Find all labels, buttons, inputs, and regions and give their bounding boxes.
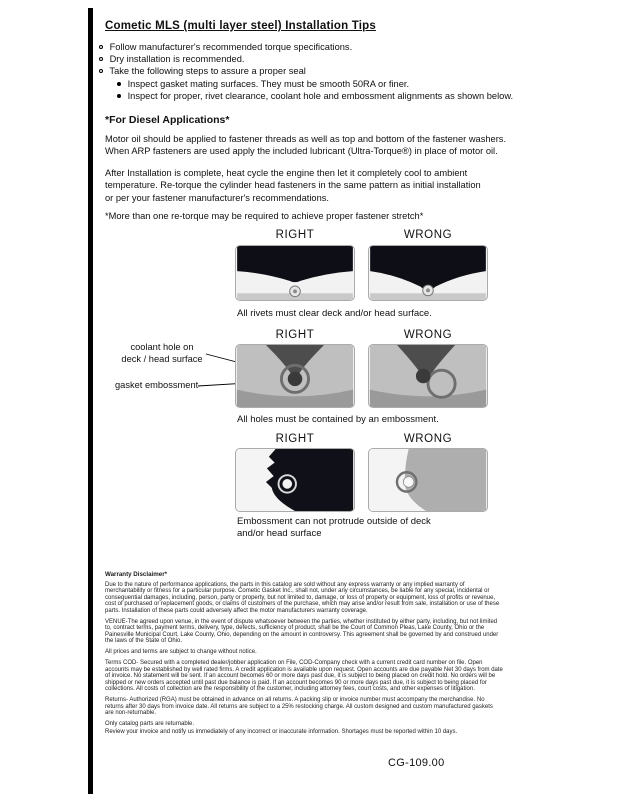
protrusion-wrong-svg — [369, 449, 487, 511]
rivet-center — [426, 288, 430, 292]
embossment-wrong-svg — [369, 345, 487, 407]
label-line: coolant hole on — [130, 342, 194, 352]
caption-line: Embossment can not protrude outside of deck — [237, 516, 431, 527]
tip-text: Take the following steps to assure a proper seal — [109, 66, 306, 76]
warranty-disclaimer-section — [105, 572, 503, 736]
paragraph-line: temperature. Re-torque the cylinder head fasteners in the same pattern as initial installation — [105, 180, 481, 191]
diesel-paragraph-2 — [105, 167, 481, 204]
paragraph-line: Motor oil should be applied to fastener threads as well as top and bottom of the fastener washers. — [105, 134, 507, 144]
rivet-wrong-svg — [369, 246, 487, 300]
right-label: RIGHT — [275, 229, 315, 241]
retorque-note: *More than one re-torque may be required to achieve proper fastener stretch* — [105, 211, 424, 221]
filled-bullet-icon — [117, 82, 121, 86]
diesel-heading: *For Diesel Applications* — [105, 114, 230, 126]
gasket-embossment-label: gasket embossment — [115, 380, 199, 390]
page-title: Cometic MLS (multi layer steel) Installation Tips — [105, 20, 376, 32]
wrong-label: WRONG — [403, 433, 453, 445]
coolant-hole — [416, 369, 431, 384]
figure-caption-3 — [237, 516, 431, 540]
paragraph-line: or per your fastener manufacturer's recommendations. — [105, 192, 329, 203]
tip-text: Inspect for proper, rivet clearance, coolant hole and embossment alignments as shown below. — [127, 91, 514, 101]
figure-protrusion-wrong-image — [368, 448, 488, 512]
figure-protrusion-right-image — [235, 448, 355, 512]
wrong-label: WRONG — [403, 329, 453, 341]
page-number: CG-109.00 — [388, 757, 445, 769]
caption-line: and/or head surface — [237, 528, 322, 539]
warranty-paragraph: Review your invoice and notify us immediately of any incorrect or inaccurate information. Shortages must be reported within 10 days. — [105, 728, 458, 735]
label-line: deck / head surface — [121, 353, 203, 364]
tip-item — [99, 42, 352, 52]
tip-subitem — [117, 79, 409, 89]
figure-rivet-wrong-image — [368, 245, 488, 301]
right-label: RIGHT — [275, 329, 315, 341]
rivet-center — [293, 289, 297, 293]
rivet-right-svg — [236, 246, 354, 300]
embossment-right-svg — [236, 345, 354, 407]
wrong-label: WRONG — [403, 229, 453, 241]
tip-text: Inspect gasket mating surfaces. They must be smooth 50RA or finer. — [127, 79, 410, 89]
warranty-paragraph: All prices and terms are subject to change without notice. — [105, 649, 257, 655]
figure-caption-1: All rivets must clear deck and/or head surface. — [237, 308, 432, 319]
open-bullet-icon — [99, 45, 103, 49]
figure-caption-2: All holes must be contained by an embossment. — [237, 414, 439, 425]
warranty-paragraph: Due to the nature of performance applications, the parts in this catalog are sold without any express warranty or any implied warranty of merchantability or fitness for a particular purpose. Cometic Gasket Inc., shall not, under any circumstances, be liable for any special, incidental or consequential damages, including, person, party or property, but not limited to, damage, or loss of property or equipment, loss of profits or revenue, cost of purchased or replacement goods, or claims of customers of the purchase, which may arise and/or result from sale, installation or use of these parts. Installation of these parts could adversely affect the motor manufacturers warranty coverage. — [105, 581, 500, 614]
tip-text: Dry installation is recommended. — [109, 54, 245, 64]
paragraph-line: When ARP fasteners are used apply the included lubricant (Ultra-Torque®) in place of motor oil. — [105, 146, 498, 157]
tip-subitem — [117, 91, 513, 101]
hole — [282, 479, 292, 489]
diesel-paragraph-1 — [105, 133, 506, 158]
warranty-paragraph: Only catalog parts are returnable. — [105, 721, 195, 727]
open-bullet-icon — [99, 57, 103, 61]
warranty-paragraph: VENUE-The agreed upon venue, in the event of dispute whatsoever between the parties, whether instituted by either party, including, but not limited to, contract terms, payment terms, delivery, type, defects, sufficiency of product, shall be the Court of Common Pleas, Lake County, Ohio or the Painesville Municipal Court, Lake County, Ohio, depending on the amount in controversy. This agreement shall be governed by and construed under the laws of the State of Ohio. — [105, 618, 499, 644]
figure-embossment-right-image — [235, 344, 355, 408]
filled-bullet-icon — [117, 94, 121, 98]
hole — [403, 477, 414, 488]
warranty-paragraph: Terms COD- Secured with a completed dealer/jobber application on File, COD-Company check with a current credit card number on file. Open accounts may be established by well rated firms. A credit application is available upon request. Open accounts are due payable Net 30 days from date of invoice. No statement will be sent. If an account becomes 60 or more days past due, it is subject to being placed on credit hold. No orders will be shipped or new orders accepted until past due balance is paid. If an account becomes 90 or more days past due, it is subject to being placed for collections. All costs of collection are the responsibility of the customer, including attorney fees, court costs, and other expenses of litigation. — [105, 660, 503, 692]
warranty-paragraph: Returns- Authorized (RGA) must be obtained in advance on all returns. A packing slip or invoice number must accompany the merchandise. No returns after 30 days from invoice date. All returns are subject to a 25% restocking charge. All custom designed and custom manufactured gaskets are non-returnable. — [105, 697, 493, 716]
paragraph-line: After Installation is complete, heat cycle the engine then let it completely cool to ambient — [105, 168, 468, 178]
warranty-heading: Warranty Disclaimer* — [105, 571, 168, 578]
left-margin-rule — [88, 8, 93, 794]
open-bullet-icon — [99, 69, 103, 73]
right-label: RIGHT — [275, 433, 315, 445]
protrusion-right-svg — [236, 449, 354, 511]
figure-rivet-right-image — [235, 245, 355, 301]
tip-item — [99, 66, 306, 76]
coolant-hole — [288, 372, 303, 387]
figure-embossment-wrong-image — [368, 344, 488, 408]
tip-item — [99, 54, 244, 64]
tip-text: Follow manufacturer's recommended torque specifications. — [109, 42, 353, 52]
